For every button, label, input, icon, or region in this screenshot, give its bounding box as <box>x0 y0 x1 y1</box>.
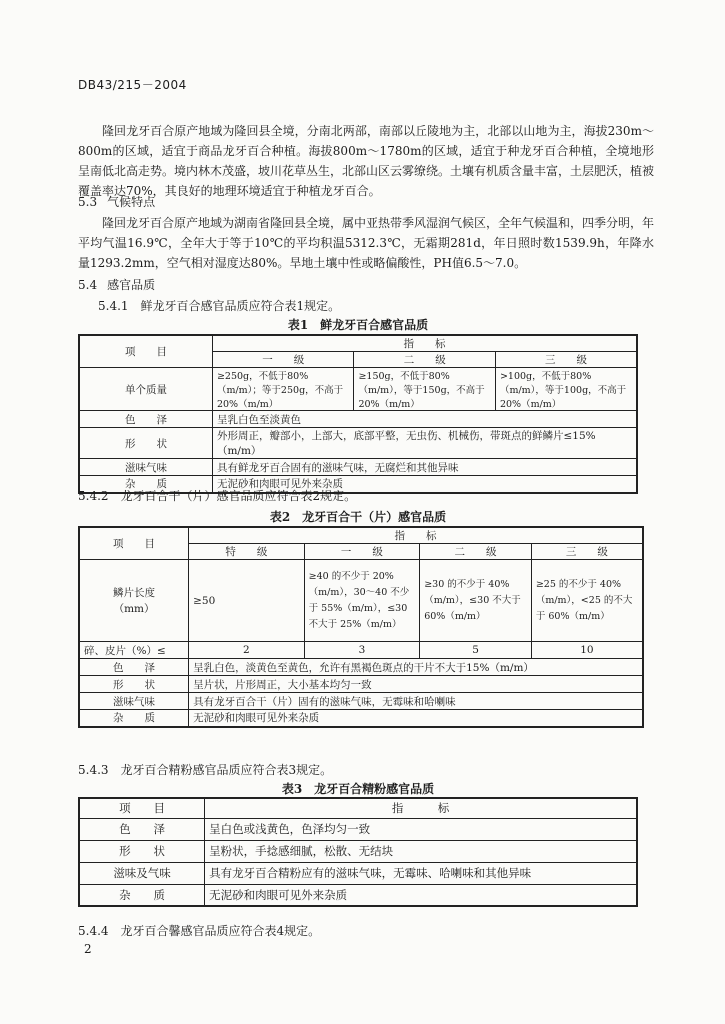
table1-cell: 外形周正，瓣部小，上部大，底部平整，无虫伤、机械伤，带斑点的鲜鳞片≤15%（m/m） <box>212 428 637 459</box>
table2-cell: 具有龙牙百合干（片）固有的滋味气味，无霉味和哈喇味 <box>189 693 643 710</box>
table1-row-label: 形 状 <box>79 428 212 459</box>
table3-cell: 具有龙牙百合精粉应有的滋味气味，无霉味、哈喇味和其他异味 <box>205 862 637 884</box>
table3-cell: 无泥砂和肉眼可见外来杂质 <box>205 884 637 906</box>
table2-row-label: 滋味气味 <box>79 693 189 710</box>
table1 <box>78 334 638 494</box>
table2-cell: 10 <box>531 642 643 659</box>
table3-header-item: 项 目 <box>79 798 205 818</box>
table2-row-label: 鳞片长度 （mm） <box>79 560 189 642</box>
table2 <box>78 526 644 728</box>
section-5-3-heading <box>78 193 165 210</box>
table3 <box>78 797 638 907</box>
section-number: 5.3 <box>78 195 98 209</box>
table1-row-label: 杂 质 <box>79 476 212 493</box>
table3-row-label: 形 状 <box>79 840 205 862</box>
table2-cell: 呈乳白色，淡黄色至黄色，允许有黑褐色斑点的干片不大于15%（m/m） <box>189 659 643 676</box>
section-number: 5.4 <box>78 278 98 292</box>
table1-grade-1: 一 级 <box>212 352 354 368</box>
table2-row-label: 形 状 <box>79 676 189 693</box>
clause-5-4-4: 5.4.4 龙牙百合馨感官品质应符合表4规定。 <box>78 924 321 938</box>
table2-row-label: 色 泽 <box>79 659 189 676</box>
document-code: DB43/215－2004 <box>78 78 187 92</box>
table1-cell: 具有鲜龙牙百合固有的滋味气味，无腐烂和其他异味 <box>212 459 637 476</box>
table1-cell: ≥150g，不低于80%（m/m），等于150g，不高于20%（m/m） <box>354 368 496 411</box>
table2-grade-special: 特 级 <box>189 544 305 560</box>
table2-cell: ≥50 <box>189 560 305 642</box>
table1-row-label: 单个质量 <box>79 368 212 411</box>
table1-row-label: 滋味气味 <box>79 459 212 476</box>
table2-cell: ≥25 的不少于 40% （m/m），<25 的不大 于 60%（m/m） <box>531 560 643 642</box>
table3-header-index: 指 标 <box>205 798 637 818</box>
table2-row-label: 杂 质 <box>79 710 189 727</box>
page-number: 2 <box>84 942 92 956</box>
table2-header-index: 指 标 <box>189 527 643 544</box>
table2-cell: 3 <box>304 642 420 659</box>
table2-grade-3: 三 级 <box>531 544 643 560</box>
table3-cell: 呈白色或浅黄色，色泽均匀一致 <box>205 818 637 840</box>
paragraph-region: 隆回龙牙百合原产地域为隆回县全境，分南北两部，南部以丘陵地为主，北部以山地为主，海拔230m～800m的区域，适宜于商品龙牙百合种植。海拔800m～1780m的区域，适宜于种龙牙百合种植，全境地形呈南低北高走势。境内林木茂盛，坡川花草丛生，北部山区云雾缭绕。土壤有机质含量丰富，土层肥沃，植被覆盖率达70%，其良好的地理环境适宜于种植龙牙百合。 <box>78 124 655 198</box>
table2-header-item: 项 目 <box>79 527 189 560</box>
table2-cell: ≥40 的不少于 20% （m/m），30～40 不少 于 55%（m/m），≤30 不大于 25%（m/m） <box>304 560 420 642</box>
table3-row-label: 杂 质 <box>79 884 205 906</box>
table3-cell: 呈粉状，手捻感细腻，松散、无结块 <box>205 840 637 862</box>
paragraph-climate: 隆回龙牙百合原产地域为湖南省隆回县全境，属中亚热带季风湿润气候区，全年气候温和，四季分明，年平均气温16.9℃，全年大于等于10℃的平均积温5312.3℃，无霜期281d，年日照时数1539.9h，年降水量1293.2mm，空气相对湿度达80%。旱地土壤中性或略偏酸性，PH值6.5～7.0。 <box>78 216 655 270</box>
section-5-4-heading <box>78 276 165 293</box>
table3-row-label: 色 泽 <box>79 818 205 840</box>
clause-5-4-3: 5.4.3 龙牙百合精粉感官品质应符合表3规定。 <box>78 763 333 777</box>
table1-header-item: 项 目 <box>79 335 212 368</box>
table2-cell: 呈片状，片形周正，大小基本均匀一致 <box>189 676 643 693</box>
table3-row-label: 滋味及气味 <box>79 862 205 884</box>
table2-cell: 5 <box>420 642 532 659</box>
table1-cell: ≥250g，不低于80%（m/m）；等于250g，不高于20%（m/m） <box>212 368 354 411</box>
table1-cell: >100g，不低于80%（m/m），等于100g，不高于20%（m/m） <box>495 368 637 411</box>
table2-grade-2: 二 级 <box>420 544 532 560</box>
table1-grade-2: 二 级 <box>354 352 496 368</box>
table1-cell: 呈乳白色至淡黄色 <box>212 411 637 428</box>
table3-caption: 表3 龙牙百合精粉感官品质 <box>281 782 435 796</box>
table1-row-label: 色 泽 <box>79 411 212 428</box>
clause-5-4-2: 5.4.2 龙牙百合干（片）感官品质应符合表2规定。 <box>78 489 357 503</box>
table2-row-label: 碎、皮片（%）≤ <box>79 642 189 659</box>
section-title: 感官品质 <box>107 278 156 292</box>
table1-caption: 表1 鲜龙牙百合感官品质 <box>287 318 429 332</box>
table1-cell: 无泥砂和肉眼可见外来杂质 <box>212 476 637 493</box>
table1-header-index: 指 标 <box>212 335 637 352</box>
table2-cell: ≥30 的不少于 40% （m/m），≤30 不大于 60%（m/m） <box>420 560 532 642</box>
clause-5-4-1: 5.4.1 鲜龙牙百合感官品质应符合表1规定。 <box>98 299 341 313</box>
table2-cell: 无泥砂和肉眼可见外来杂质 <box>189 710 643 727</box>
table2-grade-1: 一 级 <box>304 544 420 560</box>
table2-cell: 2 <box>189 642 305 659</box>
table2-caption: 表2 龙牙百合干（片）感官品质 <box>269 510 447 524</box>
section-title: 气候特点 <box>107 195 156 209</box>
table1-grade-3: 三 级 <box>495 352 637 368</box>
